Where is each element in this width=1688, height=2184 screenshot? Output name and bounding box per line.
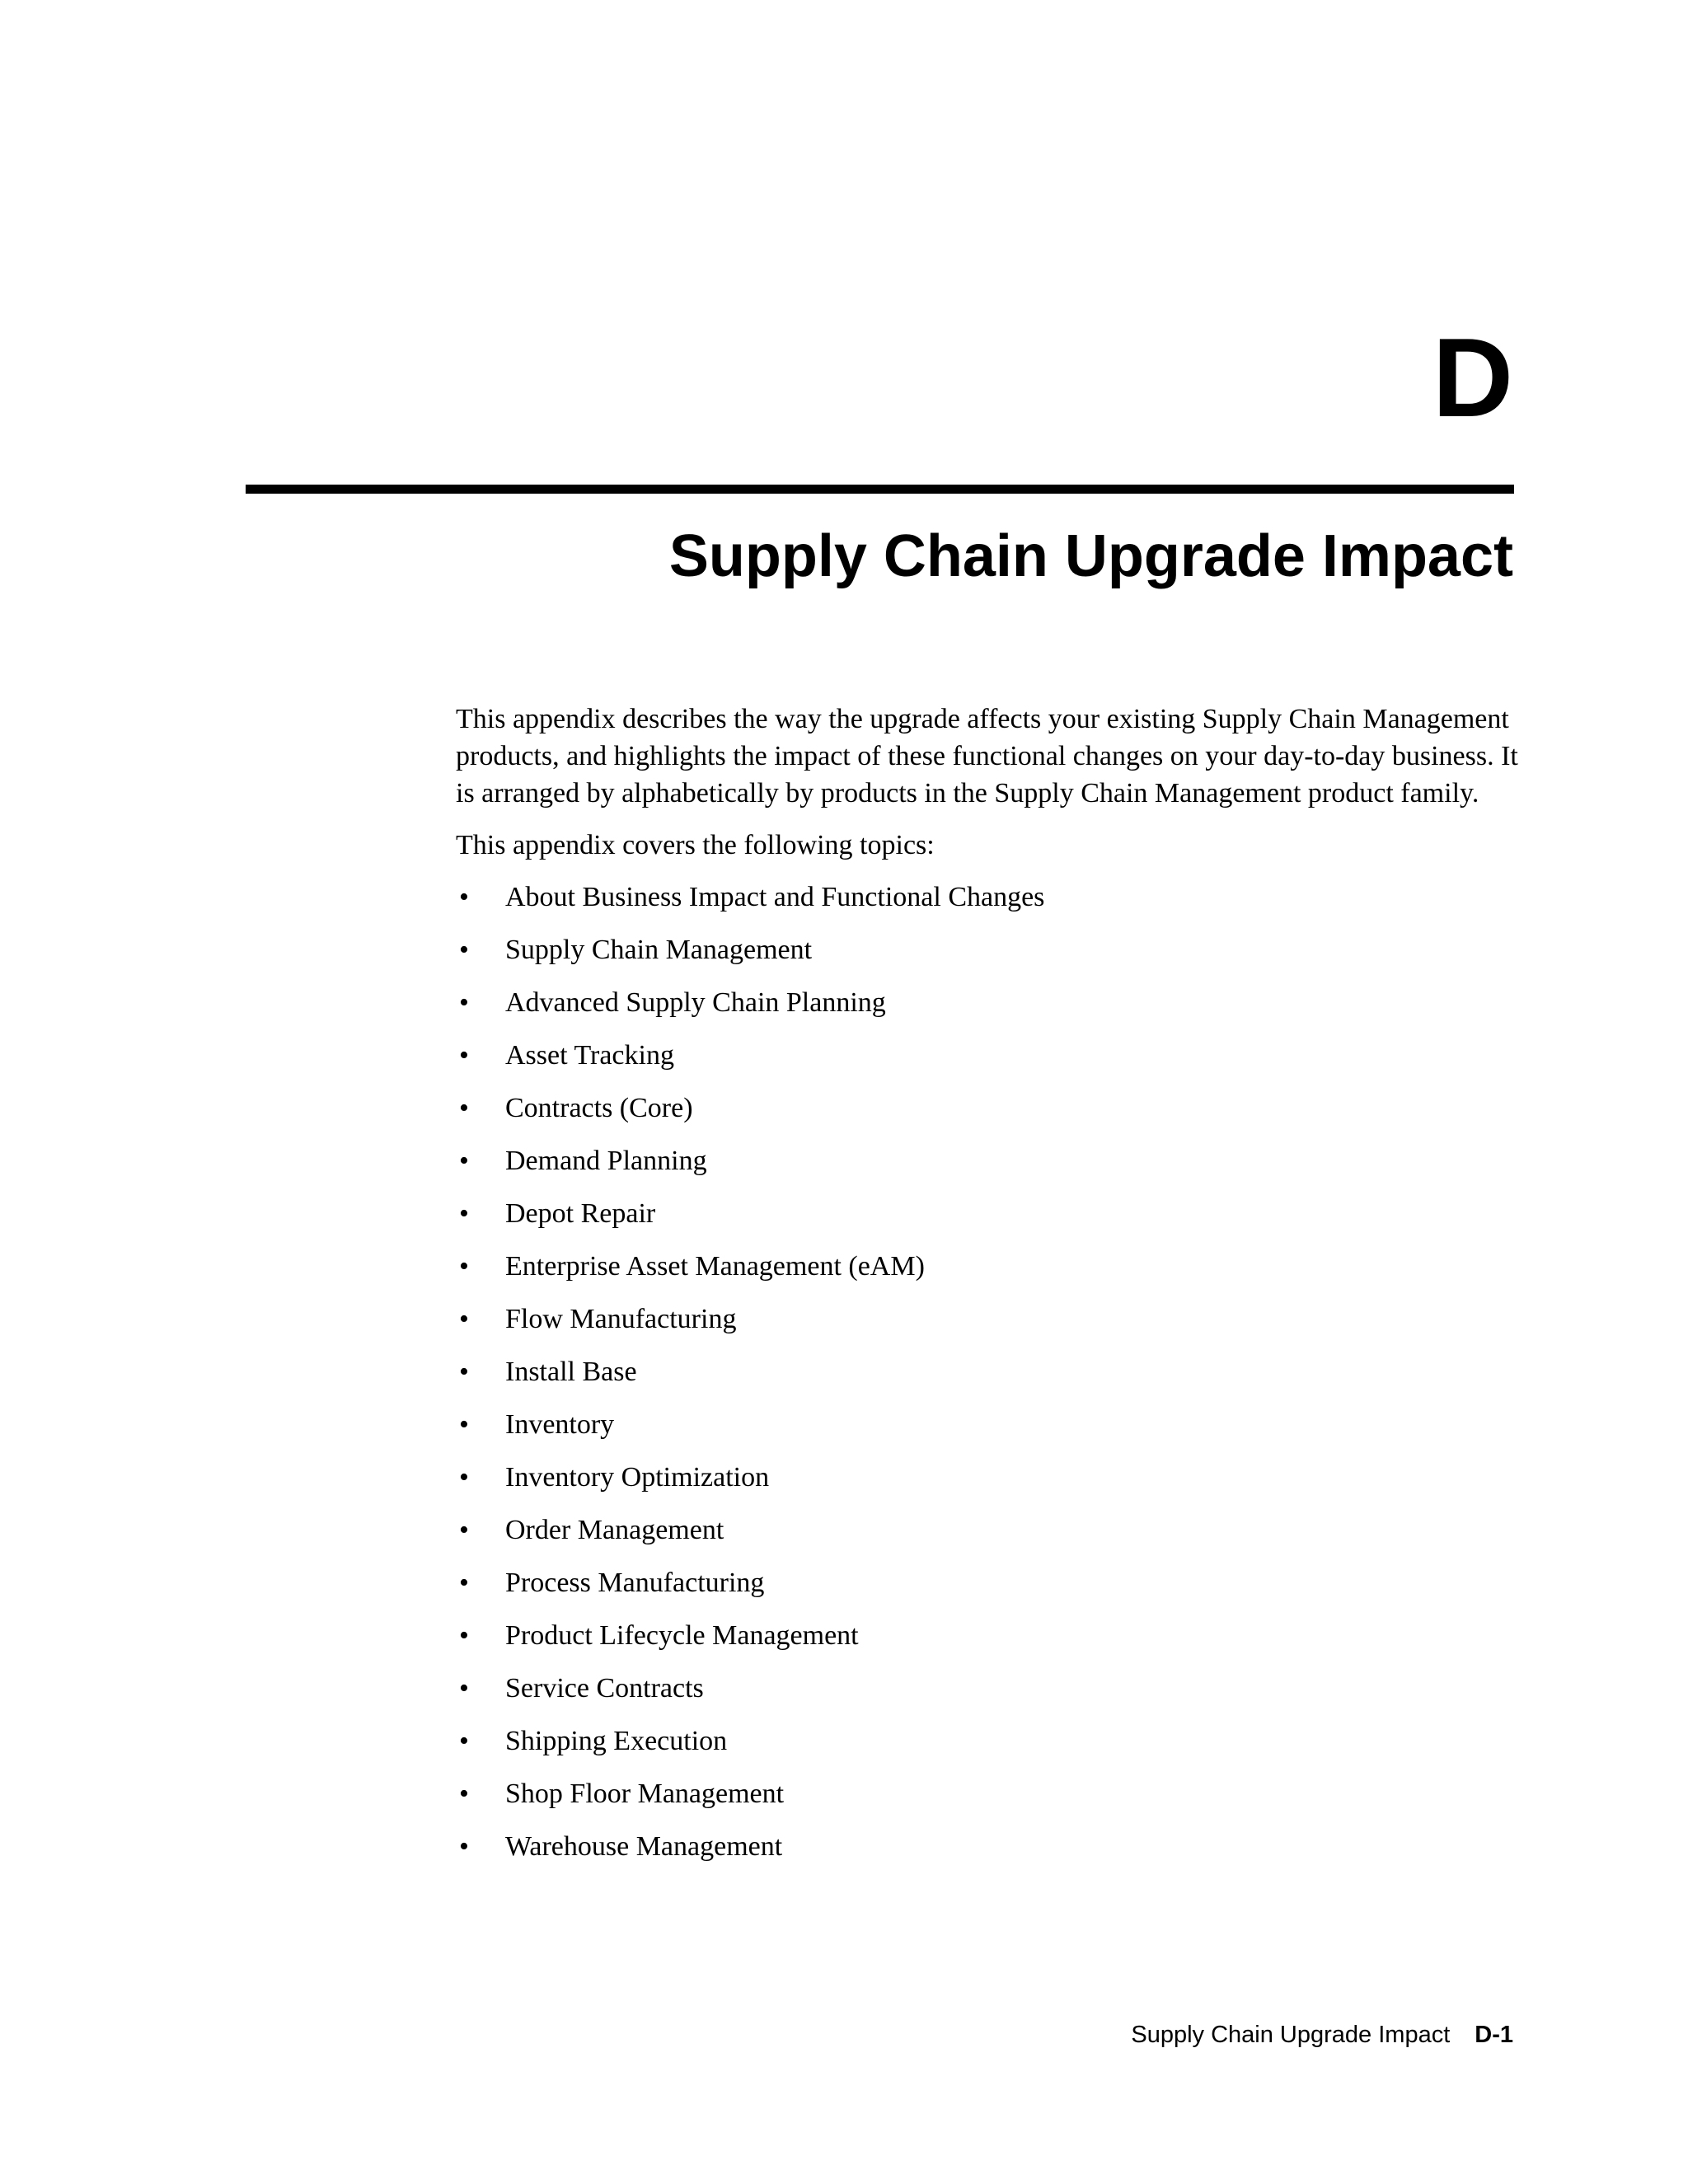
body-content xyxy=(456,701,1519,1881)
bullet-icon: • xyxy=(459,1515,469,1545)
title-rule xyxy=(246,485,1514,494)
page-footer xyxy=(1131,2021,1513,2050)
bullet-icon: • xyxy=(459,1462,469,1493)
bullet-icon: • xyxy=(459,1093,469,1123)
bullet-icon: • xyxy=(459,935,469,965)
topic-label: Shipping Execution xyxy=(505,1726,728,1756)
bullet-icon: • xyxy=(459,1568,469,1598)
list-item xyxy=(456,1353,1519,1406)
bullet-icon: • xyxy=(459,882,469,912)
bullet-icon: • xyxy=(459,1673,469,1704)
topic-label: Enterprise Asset Management (eAM) xyxy=(505,1251,925,1282)
topic-list xyxy=(456,879,1519,1881)
bullet-icon: • xyxy=(459,1409,469,1440)
topic-label: Contracts (Core) xyxy=(505,1093,693,1123)
topic-label: Order Management xyxy=(505,1515,724,1545)
bullet-icon: • xyxy=(459,1726,469,1756)
bullet-icon: • xyxy=(459,1198,469,1229)
topic-label: Demand Planning xyxy=(505,1146,707,1176)
topic-label: Asset Tracking xyxy=(505,1040,674,1071)
list-item xyxy=(456,1142,1519,1195)
bullet-icon: • xyxy=(459,1146,469,1176)
list-item xyxy=(456,1775,1519,1828)
topic-label: Warehouse Management xyxy=(505,1831,783,1862)
topics-intro: This appendix covers the following topics: xyxy=(456,830,935,860)
list-item xyxy=(456,1722,1519,1775)
topic-label: Process Manufacturing xyxy=(505,1568,765,1598)
bullet-icon: • xyxy=(459,1779,469,1809)
intro-paragraph: This appendix describes the way the upgrade affects your existing Supply Chain Management products, and highlights the impact of these functional changes on your day-to-day business. It is arranged by alphabetically by products in the Supply Chain Management product family. xyxy=(456,704,1518,808)
bullet-icon: • xyxy=(459,1357,469,1387)
topic-label: Supply Chain Management xyxy=(505,935,813,965)
bullet-icon: • xyxy=(459,1831,469,1862)
list-item xyxy=(456,1195,1519,1248)
list-item xyxy=(456,1828,1519,1881)
running-title: Supply Chain Upgrade Impact xyxy=(1131,2022,1451,2048)
topic-label: Flow Manufacturing xyxy=(505,1304,737,1334)
topic-label: Advanced Supply Chain Planning xyxy=(505,987,886,1018)
bullet-icon: • xyxy=(459,1251,469,1282)
list-item xyxy=(456,1459,1519,1511)
topic-label: Product Lifecycle Management xyxy=(505,1620,859,1651)
list-item xyxy=(456,1037,1519,1090)
topic-label: Shop Floor Management xyxy=(505,1779,785,1809)
list-item xyxy=(456,984,1519,1037)
list-item xyxy=(456,1564,1519,1617)
list-item xyxy=(456,1301,1519,1353)
list-item xyxy=(456,1248,1519,1301)
bullet-icon: • xyxy=(459,987,469,1018)
bullet-icon: • xyxy=(459,1040,469,1071)
topic-label: Install Base xyxy=(505,1357,637,1387)
appendix-letter: D xyxy=(1432,315,1513,440)
page-number: D-1 xyxy=(1475,2022,1513,2048)
list-item xyxy=(456,931,1519,984)
list-item xyxy=(456,879,1519,931)
topic-label: Inventory xyxy=(505,1409,615,1440)
topic-label: Depot Repair xyxy=(505,1198,656,1229)
topic-label: Inventory Optimization xyxy=(505,1462,770,1493)
list-item xyxy=(456,1511,1519,1564)
chapter-title: Supply Chain Upgrade Impact xyxy=(668,523,1513,589)
topic-label: Service Contracts xyxy=(505,1673,704,1704)
list-item xyxy=(456,1406,1519,1459)
list-item xyxy=(456,1617,1519,1670)
list-item xyxy=(456,1670,1519,1722)
topic-label: About Business Impact and Functional Changes xyxy=(505,882,1045,912)
bullet-icon: • xyxy=(459,1620,469,1651)
list-item xyxy=(456,1090,1519,1142)
bullet-icon: • xyxy=(459,1304,469,1334)
